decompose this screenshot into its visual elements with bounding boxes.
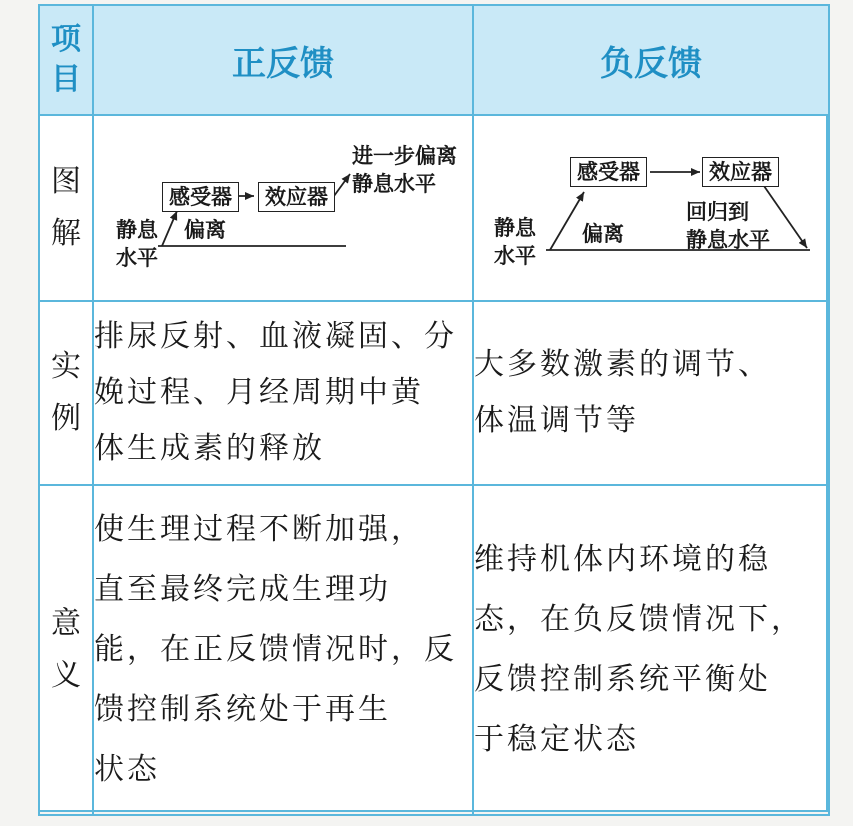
header-item — [39, 5, 93, 115]
negative-result-line-2: 静息水平 — [686, 228, 770, 252]
positive-baseline-label-2: 水平 — [116, 246, 158, 270]
positive-significance-line: 使生理过程不断加强， — [94, 512, 424, 547]
negative-result-line-1: 回归到 — [686, 200, 749, 224]
negative-significance-text — [473, 485, 829, 815]
row-label-examples-char-2: 例 — [51, 401, 81, 436]
negative-significance-line: 于稳定状态 — [474, 722, 639, 757]
positive-examples-line: 娩过程、月经周期中黄 — [94, 375, 424, 410]
header-negative-feedback: 负反馈 — [473, 5, 829, 115]
row-label-significance-char-2: 义 — [51, 658, 81, 693]
negative-result-arrow — [764, 186, 807, 248]
positive-significance-line: 能，在正反馈情况时，反 — [94, 632, 457, 667]
row-label-diagram-char-2: 解 — [51, 216, 81, 251]
feedback-comparison-table — [38, 4, 830, 816]
positive-result-arrow — [334, 174, 350, 196]
positive-examples-line: 排尿反射、血液凝固、分 — [94, 319, 457, 354]
negative-feedback-diagram — [473, 115, 829, 301]
positive-significance-line: 馈控制系统处于再生 — [94, 692, 391, 727]
negative-examples-line: 大多数激素的调节、 — [474, 347, 771, 382]
positive-examples-text — [93, 301, 473, 485]
negative-diagram-arrows — [474, 116, 830, 302]
header-row — [39, 5, 829, 115]
positive-result-line-1: 进一步偏离 — [352, 144, 457, 168]
row-label-examples-char-1: 实 — [51, 349, 81, 384]
positive-significance-text — [93, 485, 473, 815]
negative-significance-line: 态，在负反馈情况下， — [474, 602, 804, 637]
positive-significance-line: 直至最终完成生理功 — [94, 572, 391, 607]
positive-baseline-label-1: 静息 — [116, 218, 158, 242]
row-label-examples — [39, 301, 93, 485]
negative-baseline-label-2: 水平 — [494, 244, 536, 268]
negative-effector-box: 效应器 — [702, 157, 779, 187]
negative-significance-line: 反馈控制系统平衡处 — [474, 662, 771, 697]
row-label-diagram — [39, 115, 93, 301]
header-item-char-2: 目 — [51, 62, 81, 97]
positive-examples-line: 体生成素的释放 — [94, 431, 325, 466]
negative-examples-line: 体温调节等 — [474, 403, 639, 438]
positive-result-line-2: 静息水平 — [352, 172, 436, 196]
negative-receptor-box: 感受器 — [570, 157, 647, 187]
positive-deviation-label: 偏离 — [184, 218, 226, 242]
row-label-diagram-char-1: 图 — [51, 164, 81, 199]
row-examples — [39, 301, 829, 485]
negative-significance-line: 维持机体内环境的稳 — [474, 542, 771, 577]
positive-receptor-box: 感受器 — [162, 182, 239, 212]
row-label-significance-char-1: 意 — [51, 606, 81, 641]
header-positive-feedback: 正反馈 — [93, 5, 473, 115]
negative-baseline-label-1: 静息 — [494, 216, 536, 240]
positive-significance-line: 状态 — [94, 752, 160, 787]
positive-effector-box: 效应器 — [258, 182, 335, 212]
positive-feedback-diagram — [93, 115, 473, 301]
negative-deviation-label: 偏离 — [582, 222, 624, 246]
row-significance — [39, 485, 829, 815]
negative-deviation-arrow — [550, 192, 584, 250]
row-diagram — [39, 115, 829, 301]
row-label-significance — [39, 485, 93, 815]
header-item-char-1: 项 — [51, 22, 81, 57]
positive-deviation-arrow — [162, 211, 177, 246]
negative-examples-text — [473, 301, 829, 485]
